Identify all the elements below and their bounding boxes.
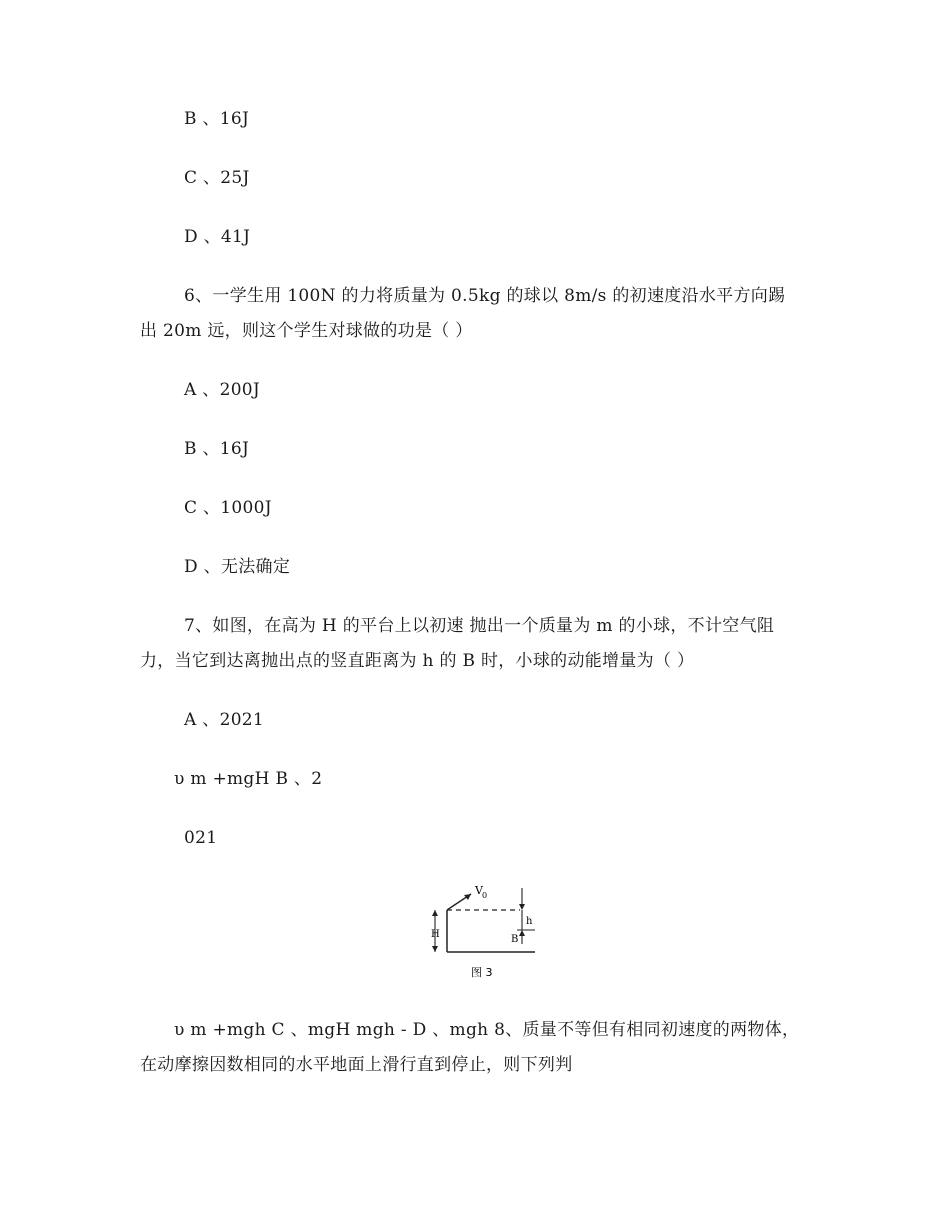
option-c-q6: C 、1000J xyxy=(184,498,272,518)
option-d-q6: D 、无法确定 xyxy=(184,557,291,577)
question-7-line-1: 7、如图，在高为 H 的平台上以初速 抛出一个质量为 m 的小球，不计空气阻 xyxy=(184,616,775,636)
question-8-line-2: 在动摩擦因数相同的水平地面上滑行直到停止，则下列判 xyxy=(140,1055,573,1075)
projectile-diagram xyxy=(425,880,545,980)
option-c-q5: C 、25J xyxy=(184,168,250,188)
option-b-q5: B 、16J xyxy=(184,109,250,129)
h-arrow-down-icon xyxy=(519,904,525,910)
question-6-line-1: 6、一学生用 100N 的力将质量为 0.5kg 的球以 8m/s 的初速度沿水平方向踢 xyxy=(184,286,786,306)
question-6-line-2: 出 20m 远，则这个学生对球做的功是（ ） xyxy=(140,321,473,341)
B-label: B xyxy=(511,934,519,945)
figure-3 xyxy=(425,880,545,980)
option-a-q7: A 、2021 xyxy=(184,710,265,730)
formula-line-1: υ m +mgH B 、2 xyxy=(174,769,323,789)
H-label: H xyxy=(431,929,440,940)
question-7-line-2: 力，当它到达离抛出点的竖直距离为 h 的 B 时，小球的动能增量为（ ） xyxy=(140,651,695,671)
H-arrow-down-icon xyxy=(432,946,438,952)
option-a-q6: A 、200J xyxy=(184,380,261,400)
formula-line-2: 021 xyxy=(184,828,218,848)
option-b-q6: B 、16J xyxy=(184,439,250,459)
v0-label: V xyxy=(475,884,483,897)
option-d-q5: D 、41J xyxy=(184,227,251,247)
h-label: h xyxy=(526,916,533,927)
figure-caption: 图 3 xyxy=(471,966,493,979)
formula-line-3: υ m +mgh C 、mgH mgh - D 、mgh 8、质量不等但有相同初速度的两物体， xyxy=(174,1020,800,1040)
v0-arrowhead xyxy=(464,894,471,900)
H-arrow-up-icon xyxy=(432,910,438,916)
v0-subscript: 0 xyxy=(482,891,488,900)
h-arrow-up-icon xyxy=(519,930,525,936)
